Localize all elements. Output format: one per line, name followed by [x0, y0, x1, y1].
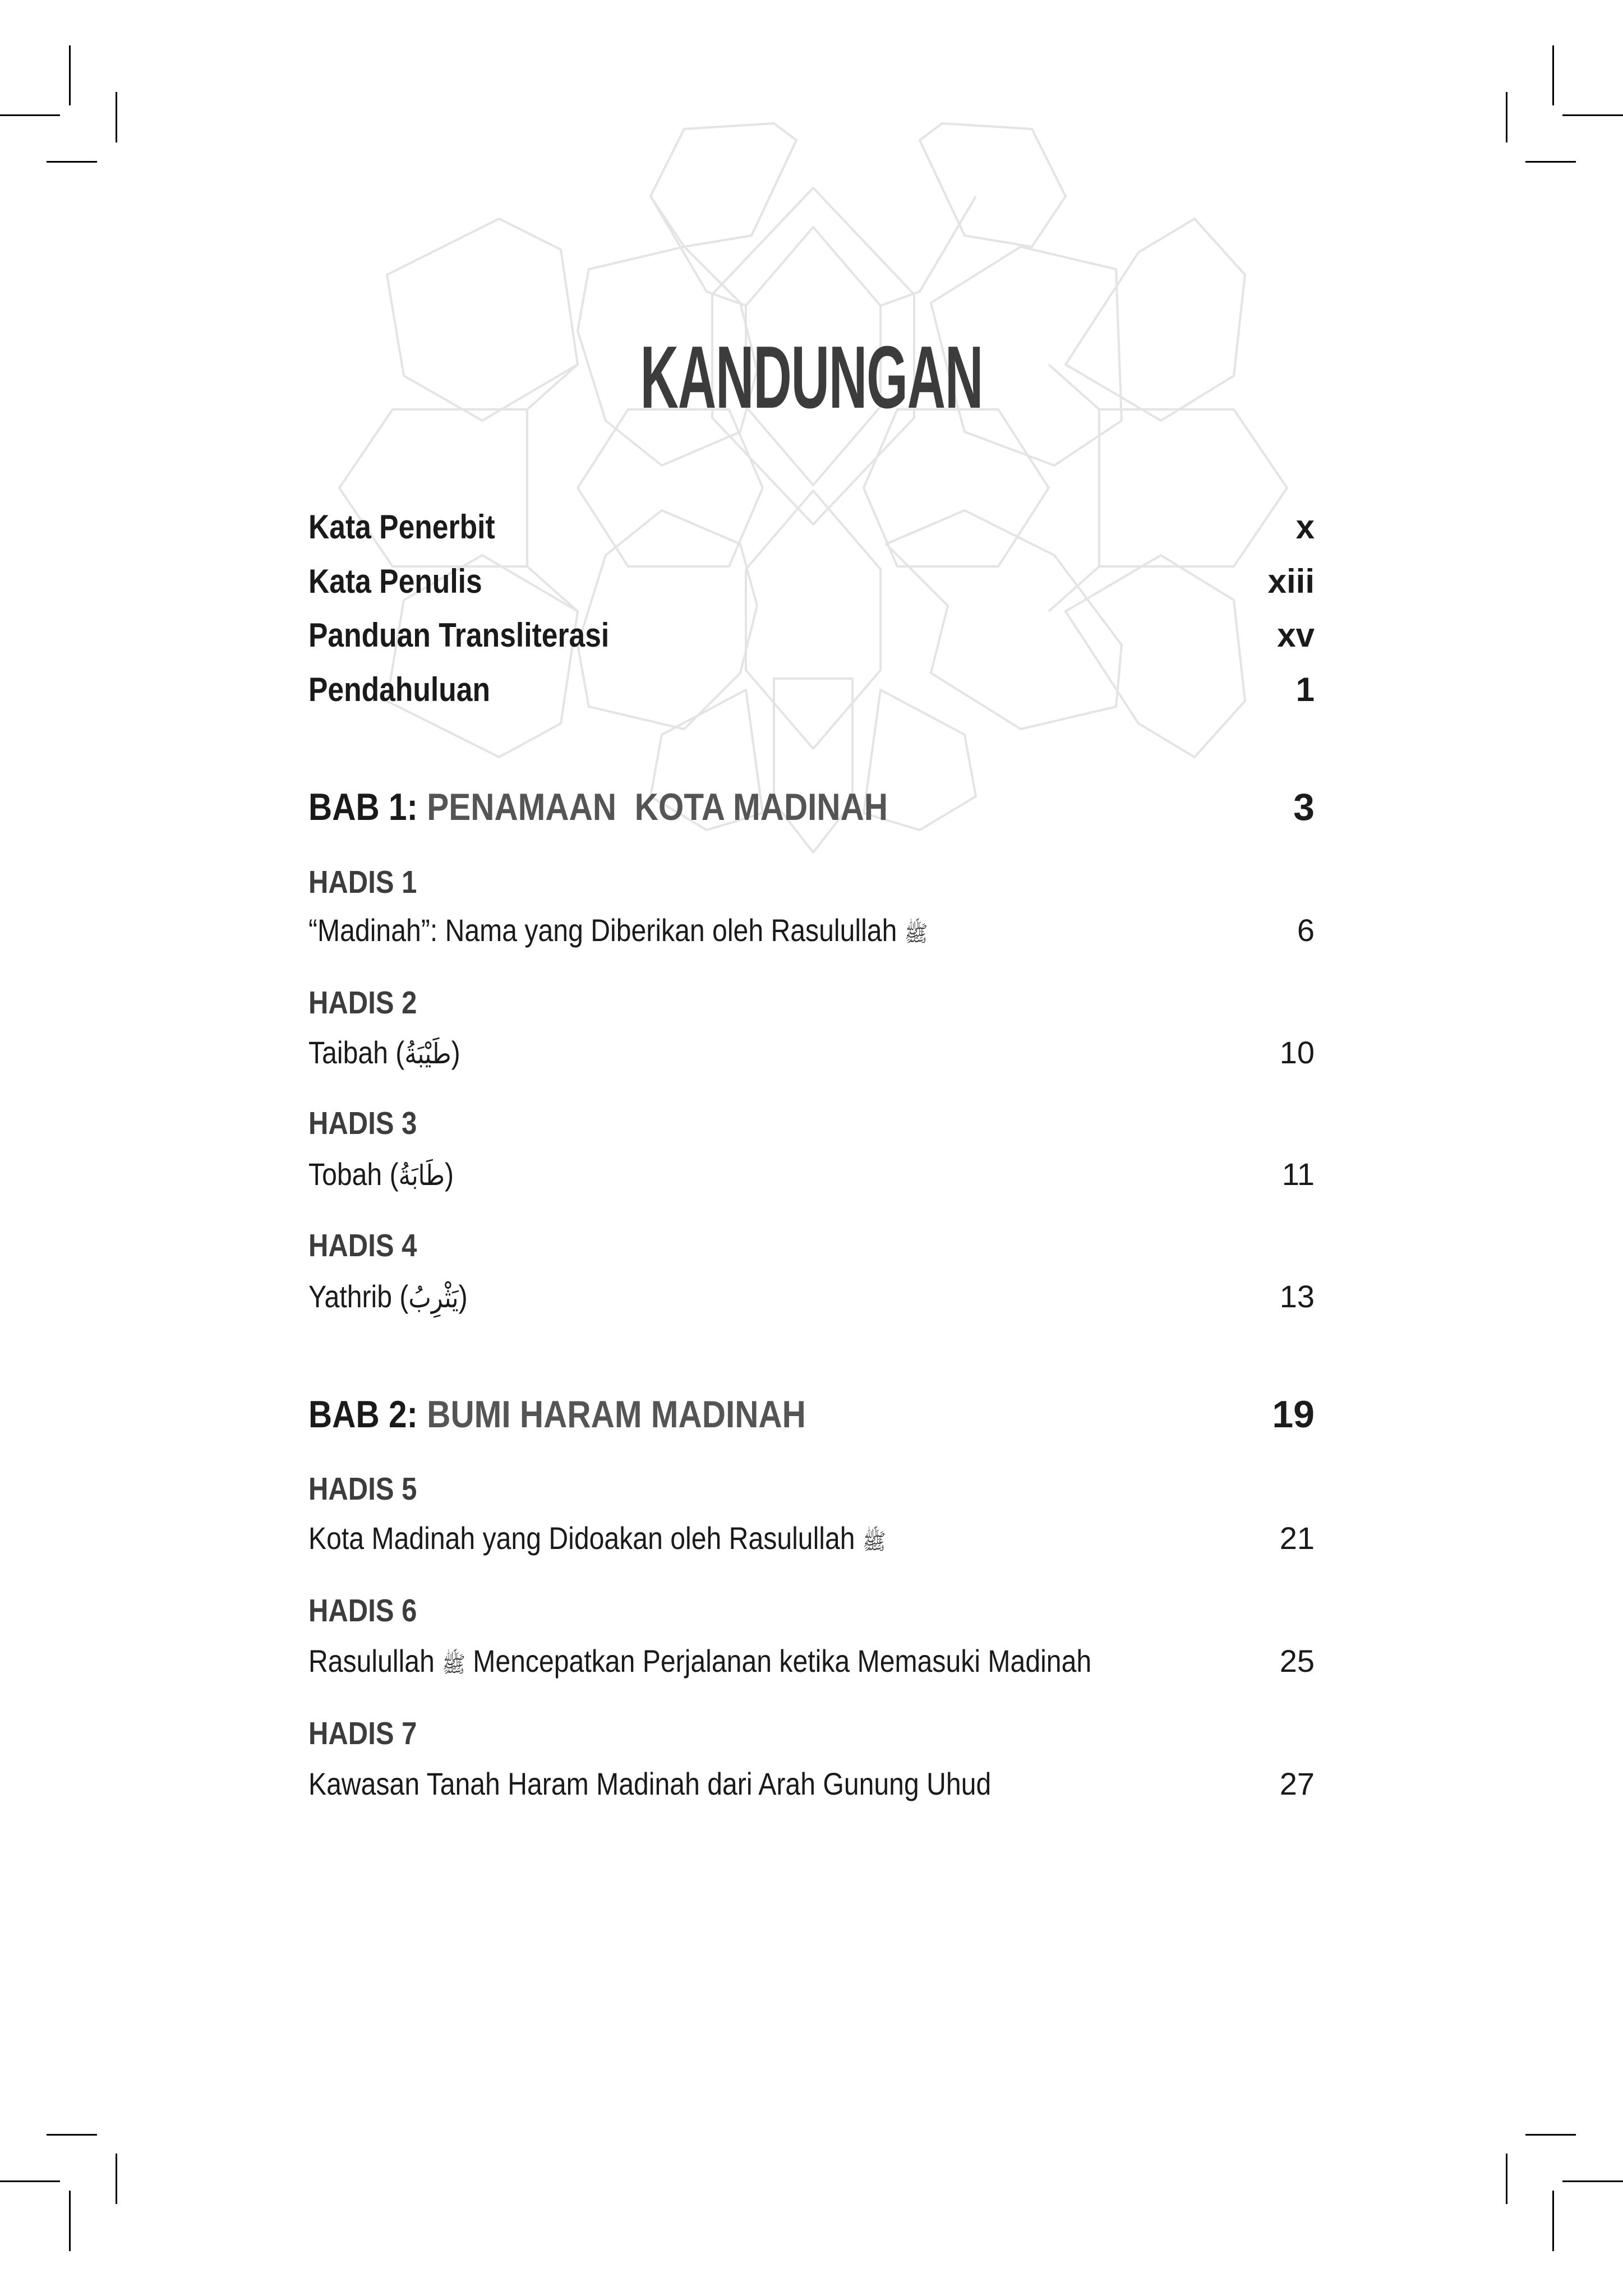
toc-page-number: x [1295, 508, 1315, 546]
arabic-term: طَابَةُ [398, 1159, 445, 1192]
hadis-label: HADIS 5 [308, 1471, 417, 1507]
hadis-label: HADIS 3 [308, 1105, 417, 1141]
toc-entry-front-matter[interactable] [308, 510, 1315, 544]
crop-mark [0, 2180, 60, 2182]
toc-page-number: 3 [1293, 786, 1315, 828]
hadis-label: HADIS 2 [308, 985, 417, 1021]
chapter-name: PENAMAAN KOTA MADINAH [427, 786, 888, 828]
hadis-label: HADIS 4 [308, 1228, 417, 1264]
salawat-icon: ﷺ [442, 1652, 465, 1677]
hadis-label: HADIS 7 [308, 1716, 417, 1751]
toc-entry-label: Kata Penulis [308, 563, 482, 600]
toc-entry-front-matter[interactable] [308, 565, 1315, 598]
crop-mark [1506, 2154, 1507, 2204]
crop-mark [0, 114, 60, 116]
toc-entry-label: Kata Penerbit [308, 508, 495, 546]
crop-mark [1552, 2191, 1554, 2251]
crop-mark [1562, 2180, 1623, 2182]
crop-mark [47, 161, 97, 163]
toc-entry-title: Yathrib ( [308, 1279, 409, 1314]
crop-mark [1552, 45, 1554, 105]
crop-mark [1562, 114, 1623, 116]
arabic-term: يَثْرِبُ [408, 1281, 459, 1314]
toc-entry-title: “Madinah”: Nama yang Diberikan oleh Rasulullah [308, 912, 897, 948]
hadis-label: HADIS 6 [308, 1593, 417, 1629]
crop-mark [47, 2134, 97, 2136]
toc-entry-label: Pendahuluan [308, 671, 490, 708]
toc-entry-hadis[interactable] [308, 1645, 1315, 1677]
toc-page-number: 27 [1279, 1766, 1315, 1801]
toc-entry-front-matter[interactable] [308, 616, 1315, 654]
toc-entry-hadis[interactable] [308, 1768, 1315, 1800]
chapter-prefix: BAB 2: [308, 1393, 418, 1436]
toc-entry-hadis[interactable]: Yathrib (يَثْرِبُ) 13 [308, 1279, 1315, 1314]
toc-page-number: 1 [1295, 671, 1315, 708]
crop-mark [69, 45, 71, 105]
toc-entry-hadis[interactable]: Taibah (طَيْبَةُ) 10 [308, 1035, 1315, 1070]
crop-mark [116, 92, 117, 142]
crop-mark [69, 2191, 71, 2251]
toc-page-number: 19 [1272, 1393, 1315, 1436]
toc-entry-hadis[interactable] [308, 1520, 1315, 1556]
toc-entry-title: Taibah ( [308, 1035, 405, 1070]
toc-page-number: 25 [1279, 1643, 1315, 1679]
toc-page-number: 6 [1297, 912, 1315, 948]
crop-mark [1506, 92, 1507, 142]
chapter-name: BUMI HARAM MADINAH [427, 1393, 806, 1436]
toc-entry-title: Kota Madinah yang Didoakan oleh Rasulullah [308, 1520, 855, 1556]
hadis-label: HADIS 1 [308, 864, 417, 900]
toc-entry-title: Tobah ( [308, 1156, 399, 1192]
toc-page-number: xv [1277, 616, 1315, 654]
geometric-pattern-decoration [314, 107, 1312, 864]
toc-entry-hadis[interactable]: Tobah (طَابَةُ) 11 [308, 1156, 1315, 1192]
crop-mark [1525, 2134, 1576, 2136]
toc-page-number: 10 [1279, 1035, 1315, 1070]
chapter-prefix: BAB 1: [308, 786, 418, 828]
toc-entry-title: Kawasan Tanah Haram Madinah dari Arah Gunung Uhud [308, 1766, 992, 1801]
toc-entry-label: Panduan Transliterasi [308, 616, 610, 654]
crop-mark [1525, 161, 1576, 163]
arabic-term: طَيْبَةُ [404, 1038, 451, 1070]
toc-page-number: 21 [1279, 1520, 1315, 1556]
page-title: KANDUNGAN [640, 328, 983, 427]
toc-page-number: 11 [1281, 1156, 1315, 1192]
toc-page-number: xiii [1267, 563, 1315, 600]
toc-entry-title: Rasulullah [308, 1643, 435, 1679]
salawat-icon: ﷺ [862, 1529, 886, 1555]
toc-entry-title-cont: Mencepatkan Perjalanan ketika Memasuki Madinah [473, 1643, 1092, 1679]
salawat-icon: ﷺ [904, 921, 928, 947]
toc-entry-front-matter[interactable] [308, 673, 1315, 707]
toc-page-number: 13 [1279, 1279, 1315, 1314]
toc-entry-hadis[interactable] [308, 912, 1315, 948]
crop-mark [116, 2154, 117, 2204]
toc-chapter-heading[interactable] [308, 1393, 1315, 1436]
toc-chapter-heading[interactable] [308, 788, 1315, 826]
